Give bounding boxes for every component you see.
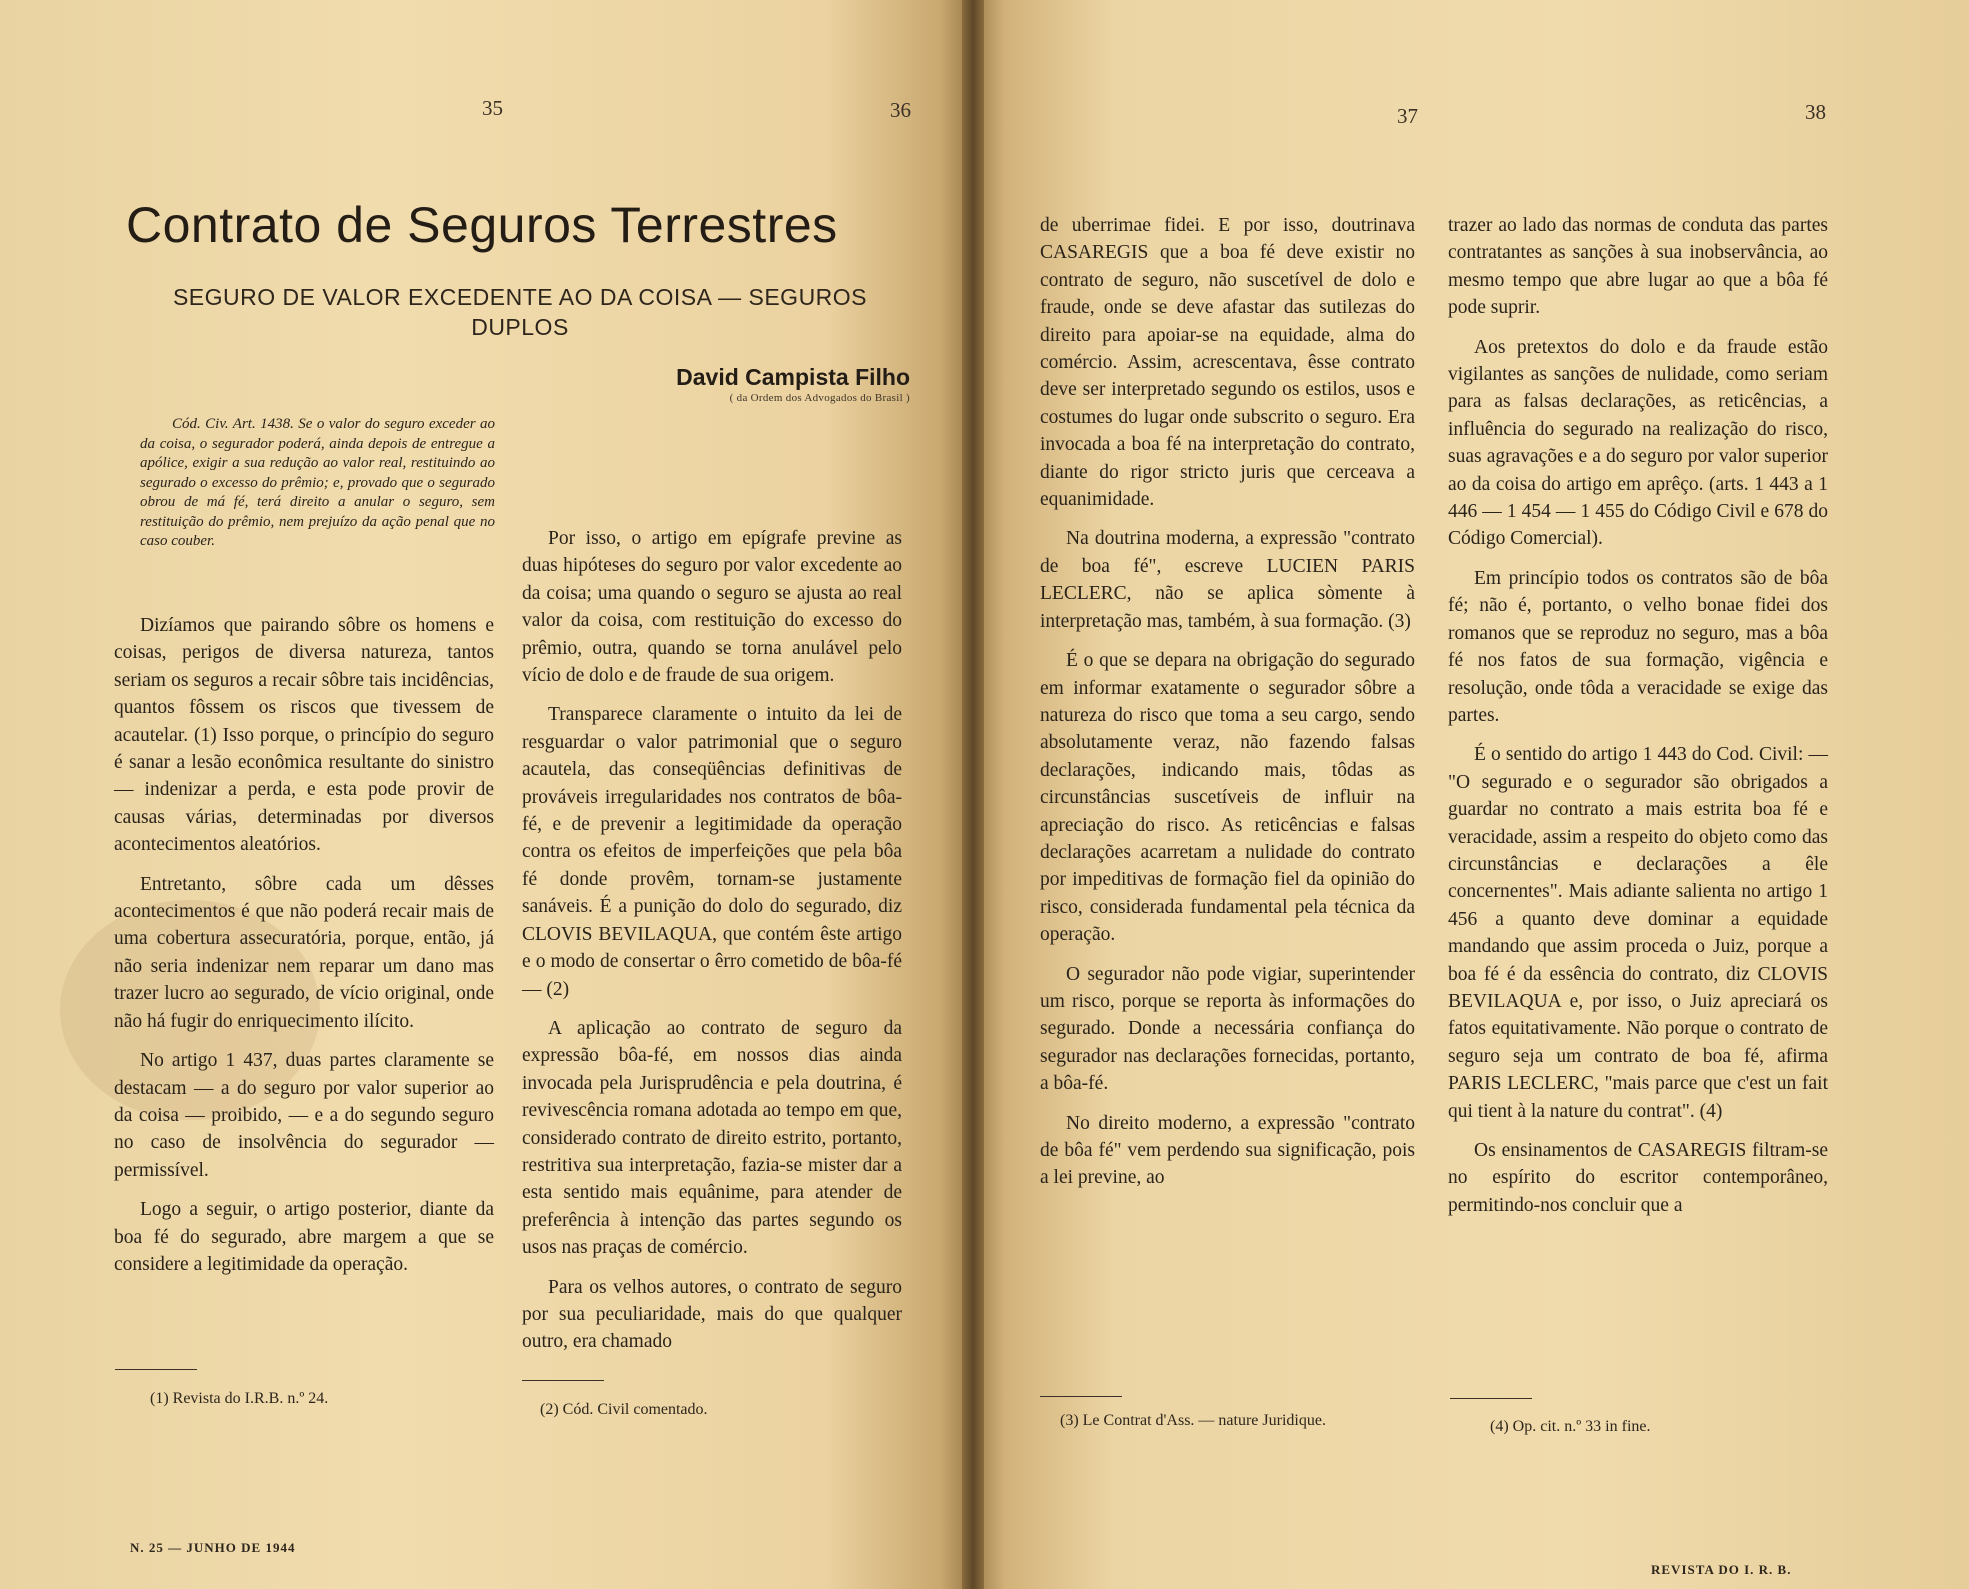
footnote-3: (3) Le Contrat d'Ass. — nature Juridique. xyxy=(1060,1412,1326,1429)
page-number-36: 36 xyxy=(890,98,911,122)
paragraph: Por isso, o artigo em epígrafe previne as duas hipóteses do seguro por valor excedente ao da coisa; uma quando o seguro se ajusta ao real valor da coisa, com restituição do excesso do prêmio, outra, quando se torna anulável pelo vício de dolo e de fraude de sua origem. xyxy=(522,528,902,687)
paragraph: Em princípio todos os contratos são de bôa fé; não é, portanto, o velho bonae fidei dos romanos que se reproduz no seguro, mas a bôa fé nos fatos de sua formação, vigência e resolução, onde tôda a veracidade se exige das partes. xyxy=(1448,567,1828,726)
paragraph: O segurador não pode vigiar, superintender um risco, porque se reporta às informações do segurado. Donde a necessária confiança do segurador nas declarações fornecidas, portanto, a bôa-fé. xyxy=(1040,963,1415,1095)
page-number-38: 38 xyxy=(1805,100,1826,124)
epigraph-text: Cód. Civ. Art. 1438. Se o valor do seguro exceder ao da coisa, o segurador poderá, ainda depois de entregue a apólice, exigir a sua redução ao valor real, restituindo ao segurado o excesso do prêmio; e, provado que o segurado obrou de má fé, terá direito a anular o seguro, sem restituição do prêmio, nem prejuízo da ação penal que no caso couber. xyxy=(140,416,495,549)
paragraph: Na doutrina moderna, a expressão "contrato de boa fé", escreve LUCIEN PARIS LECLERC, não se aplica sòmente à interpretação mas, também, à sua formação. (3) xyxy=(1040,528,1415,632)
paragraph: Dizíamos que pairando sôbre os homens e coisas, perigos de diversa natureza, tantos seriam os seguros a recair sôbre tais incidências, quantos fôssem os riscos que tivessem de acautelar. (1) Isso porque, o princípio do seguro é sanar a lesão econômica resultante do sinistro — indenizar a perda, e esta pode provir de causas várias, determinadas por diversos acontecimentos aleatórios. xyxy=(114,615,494,856)
article-title: Contrato de Seguros Terrestres xyxy=(126,197,838,253)
footnote-4: (4) Op. cit. n.º 33 in fine. xyxy=(1490,1418,1651,1435)
paragraph: No direito moderno, a expressão "contrato de bôa fé" vem perdendo sua significação, pois a lei previne, ao xyxy=(1040,1112,1415,1189)
paragraph: A aplicação ao contrato de seguro da expressão bôa-fé, em nossos dias ainda invocada pela Jurisprudência e pela doutrina, é revivescência romana adotada ao tempo em que, considerado contrato de direito estrito, portanto, restritiva sua interpretação, fazia-se mister dar a esta sentido mais equânime, para atender de preferência à intenção das partes segundo os usos nas praças de comércio. xyxy=(522,1017,902,1259)
footer-journal: REVISTA DO I. R. B. xyxy=(1651,1562,1792,1577)
column-3 xyxy=(1040,212,1415,1204)
epigraph xyxy=(140,415,495,552)
page-number-37: 37 xyxy=(1397,104,1418,128)
paragraph: É o que se depara na obrigação do segurado em informar exatamente o segurador sôbre a natureza do risco que toma a seu cargo, sendo absolutamente veraz, não fazendo falsas declarações, indicando mais, tôdas as circunstâncias suscetíveis de influir na apreciação do risco. As reticências e falsas declarações acarretam a nulidade do contrato por impeditivas de formação fiel da opinião do risco, considerada fundamental pela técnica da operação. xyxy=(1040,650,1415,946)
left-page xyxy=(0,0,970,1589)
author-affiliation: ( da Ordem dos Advogados do Brasil ) xyxy=(729,392,910,404)
paragraph: de uberrimae fidei. E por isso, doutrinava CASAREGIS que a boa fé deve existir no contrato de seguro, não suscetível de dolo e fraude, onde se deve afastar das sutilezas do direito para apoiar-se na equidade, alma do comércio. Assim, acrescentava, êsse contrato deve ser interpretado segundo os estilos, usos e costumes do lugar onde subscrito o seguro. Era invocada a boa fé na interpretação do contrato, diante do rigor stricto juris que cerceava a equanimidade. xyxy=(1040,215,1415,511)
footnote-2: (2) Cód. Civil comentado. xyxy=(540,1401,708,1418)
column-4 xyxy=(1448,212,1828,1231)
column-1 xyxy=(114,612,494,1290)
article-author: David Campista Filho xyxy=(676,364,910,390)
paragraph: Para os velhos autores, o contrato de seguro por sua peculiaridade, mais do que qualquer outro, era chamado xyxy=(522,1276,902,1353)
paragraph: Logo a seguir, o artigo posterior, diante da boa fé do segurado, abre margem a que se considere a legitimidade da operação. xyxy=(114,1199,494,1275)
page-number-35: 35 xyxy=(482,96,503,120)
footnote-1: (1) Revista do I.R.B. n.º 24. xyxy=(150,1390,329,1407)
paragraph: Os ensinamentos de CASAREGIS filtram-se no espírito do escritor contemporâneo, permitindo-nos concluir que a xyxy=(1448,1140,1828,1216)
column-2 xyxy=(522,525,902,1368)
paragraph: No artigo 1 437, duas partes claramente se destacam — a do seguro por valor superior ao da coisa — proibido, — e a do segundo seguro no caso de insolvência do segurador — permissível. xyxy=(114,1050,494,1181)
paragraph: trazer ao lado das normas de conduta das partes contratantes as sanções à sua inobservância, ao mesmo tempo que abre lugar ao que a bôa fé pode suprir. xyxy=(1448,215,1828,319)
paragraph: Transparece claramente o intuito da lei de resguardar o valor patrimonial que o seguro acautela, das conseqüências definitivas de prováveis irregularidades nos contratos de bôa-fé, e de prevenir a legitimidade da operação contra os efeitos de imperfeições que pela bôa fé donde provêm, tornam-se justamente sanáveis. É a punição do dolo do segurado, diz CLOVIS BEVILAQUA, que contém êste artigo e o modo de consertar o êrro cometido de bôa-fé — (2) xyxy=(522,704,902,1000)
footer-issue: N. 25 — JUNHO DE 1944 xyxy=(130,1540,296,1555)
book-gutter xyxy=(962,0,984,1589)
right-page xyxy=(975,0,1969,1589)
paragraph: Entretanto, sôbre cada um dêsses acontecimentos é que não poderá recair mais de uma cobertura assecuratória, porque, então, já não seria indenizar nem reparar um dano mas trazer lucro ao segurado, de vício original, onde não há fugir do enriquecimento ilícito. xyxy=(114,873,494,1032)
paragraph: Aos pretextos do dolo e da fraude estão vigilantes as sanções de nulidade, como seriam para as falsas declarações, as reticências, a influência do segurado na realização do risco, suas agravações e a do seguro por valor superior ao da coisa do artigo em aprêço. (arts. 1 443 a 1 446 — 1 454 — 1 455 do Código Civil e 678 do Código Comercial). xyxy=(1448,336,1828,550)
footnote-rule xyxy=(1040,1396,1122,1397)
paragraph: É o sentido do artigo 1 443 do Cod. Civil: — "O segurado e o segurador são obrigados a guardar no contrato a mais estrita boa fé e veracidade, assim a respeito do objeto como das circunstâncias e declarações a êle concernentes". Mais adiante salienta no artigo 1 456 a quanto deve dominar a equidade mandando que assim proceda o Juiz, porque a boa fé é da essência do contrato, diz CLOVIS BEVILAQUA e, por isso, o Juiz apreciará os fatos equitativamente. Não porque o contrato de seguro seja um contrato de boa fé, afirma PARIS LECLERC, "mais parce que c'est un fait qui tient à la nature du contrat". (4) xyxy=(1448,744,1828,1122)
footnote-rule xyxy=(1450,1398,1532,1399)
footnote-rule xyxy=(522,1380,604,1381)
footnote-rule xyxy=(115,1369,197,1370)
article-subtitle: SEGURO DE VALOR EXCEDENTE AO DA COISA — SEGUROS DUPLOS xyxy=(172,284,868,340)
